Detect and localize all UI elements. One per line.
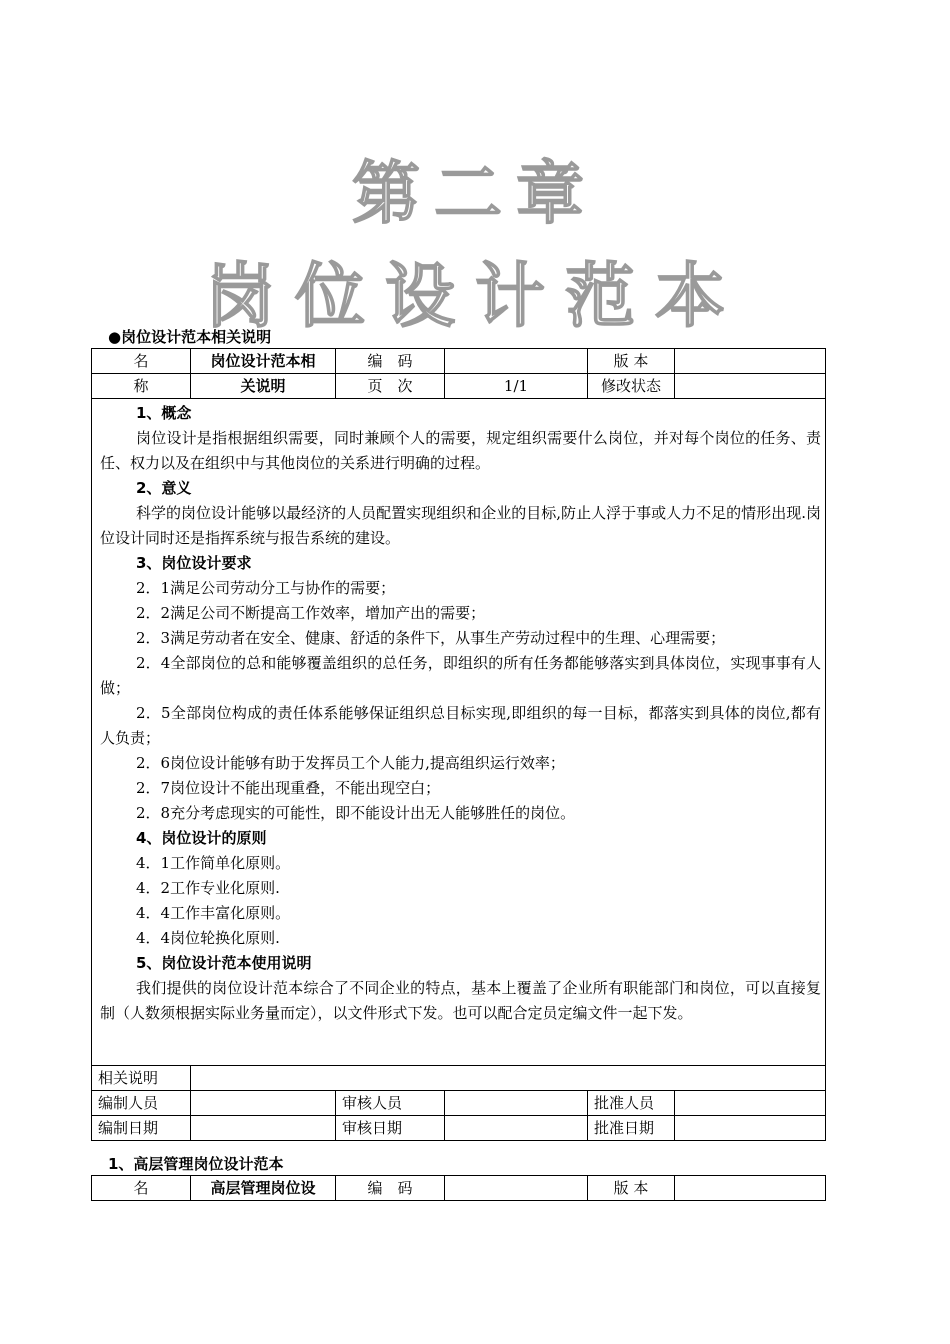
requirement-item: 2．7岗位设计不能出现重叠，不能出现空白； [136, 779, 441, 797]
document-name-2: 关说明 [191, 374, 336, 399]
reviewed-date-label: 审核日期 [336, 1116, 445, 1141]
code-label: 编 码 [336, 1176, 445, 1201]
document-body [92, 399, 825, 1065]
status-value[interactable] [675, 374, 826, 399]
requirement-item: 2．8充分考虑现实的可能性，即不能设计出无人能够胜任的岗位。 [136, 804, 576, 822]
paragraph-concept: 岗位设计是指根据组织需要，同时兼顾个人的需要，规定组织需要什么岗位，并对每个岗位的任务、责任、权力以及在组织中与其他岗位的关系进行明确的过程。 [100, 429, 821, 472]
document-name: 高层管理岗位设 [191, 1176, 336, 1201]
prepared-by-value[interactable] [191, 1091, 336, 1116]
page-label: 页 次 [336, 374, 445, 399]
signoff-row-dates [92, 1116, 826, 1141]
section-heading: ●岗位设计范本相关说明 [108, 328, 272, 346]
document-table [91, 348, 826, 1141]
signoff-row-people [92, 1091, 826, 1116]
approved-by-label: 批准人员 [588, 1091, 675, 1116]
requirement-item: 2．1满足公司劳动分工与协作的需要； [136, 579, 396, 597]
content-row [92, 399, 826, 1066]
paragraph-usage: 我们提供的岗位设计范本综合了不同企业的特点，基本上覆盖了企业所有职能部门和岗位，可以直接复制（人数须根据实际业务量而定），以文件形式下发。也可以配合定员定编文件一起下发。 [100, 979, 821, 1022]
code-label: 编 码 [336, 349, 445, 374]
name-label-2: 称 [92, 374, 191, 399]
reviewed-date-value[interactable] [445, 1116, 588, 1141]
heading-requirements: 3、岗位设计要求 [136, 554, 252, 572]
heading-usage: 5、岗位设计范本使用说明 [136, 954, 312, 972]
reviewed-by-label: 审核人员 [336, 1091, 445, 1116]
name-label: 名 [92, 349, 191, 374]
header-row-1 [92, 1176, 826, 1201]
document-table-2 [91, 1175, 826, 1201]
version-label: 版 本 [588, 349, 675, 374]
heading-significance: 2、意义 [136, 479, 192, 497]
name-label: 名 [92, 1176, 191, 1201]
header-row-1 [92, 349, 826, 374]
heading-concept: 1、概念 [136, 404, 192, 422]
header-row-2 [92, 374, 826, 399]
principle-item: 4．2工作专业化原则. [136, 879, 280, 897]
principle-item: 4．4岗位轮换化原则. [136, 929, 280, 947]
section-heading-2: 1、高层管理岗位设计范本 [108, 1155, 284, 1173]
version-value[interactable] [675, 349, 826, 374]
principle-item: 4．4工作丰富化原则。 [136, 904, 291, 922]
approved-date-value[interactable] [675, 1116, 826, 1141]
prepared-by-label: 编制人员 [92, 1091, 191, 1116]
requirement-item: 2．2满足公司不断提高工作效率，增加产出的需要； [136, 604, 486, 622]
prepared-date-value[interactable] [191, 1116, 336, 1141]
requirement-item: 2．4全部岗位的总和能够覆盖组织的总任务，即组织的所有任务都能够落实到具体岗位，实现事事有人做； [100, 654, 821, 697]
requirement-item: 2．3满足劳动者在安全、健康、舒适的条件下，从事生产劳动过程中的生理、心理需要； [136, 629, 726, 647]
requirement-item: 2．6岗位设计能够有助于发挥员工个人能力,提高组织运行效率； [136, 754, 565, 772]
content-cell [92, 399, 826, 1066]
heading-principles: 4、岗位设计的原则 [136, 829, 267, 847]
paragraph-significance: 科学的岗位设计能够以最经济的人员配置实现组织和企业的目标,防止人浮于事或人力不足的情形出现.岗位设计同时还是指挥系统与报告系统的建设。 [100, 504, 821, 547]
code-value[interactable] [445, 349, 588, 374]
prepared-date-label: 编制日期 [92, 1116, 191, 1141]
page-value: 1/1 [445, 374, 588, 399]
status-label: 修改状态 [588, 374, 675, 399]
chapter-subtitle: 岗位设计范本 [205, 255, 745, 337]
reviewed-by-value[interactable] [445, 1091, 588, 1116]
principle-item: 4．1工作简单化原则。 [136, 854, 291, 872]
approved-by-value[interactable] [675, 1091, 826, 1116]
notes-row [92, 1066, 826, 1091]
chapter-title: 第二章 [351, 155, 598, 234]
approved-date-label: 批准日期 [588, 1116, 675, 1141]
code-value[interactable] [445, 1176, 588, 1201]
notes-value[interactable] [191, 1066, 826, 1091]
version-label: 版 本 [588, 1176, 675, 1201]
notes-label: 相关说明 [92, 1066, 191, 1091]
document-name: 岗位设计范本相 [191, 349, 336, 374]
requirement-item: 2．5全部岗位构成的责任体系能够保证组织总目标实现,即组织的每一目标，都落实到具体的岗位,都有人负责； [100, 704, 821, 747]
version-value[interactable] [675, 1176, 826, 1201]
